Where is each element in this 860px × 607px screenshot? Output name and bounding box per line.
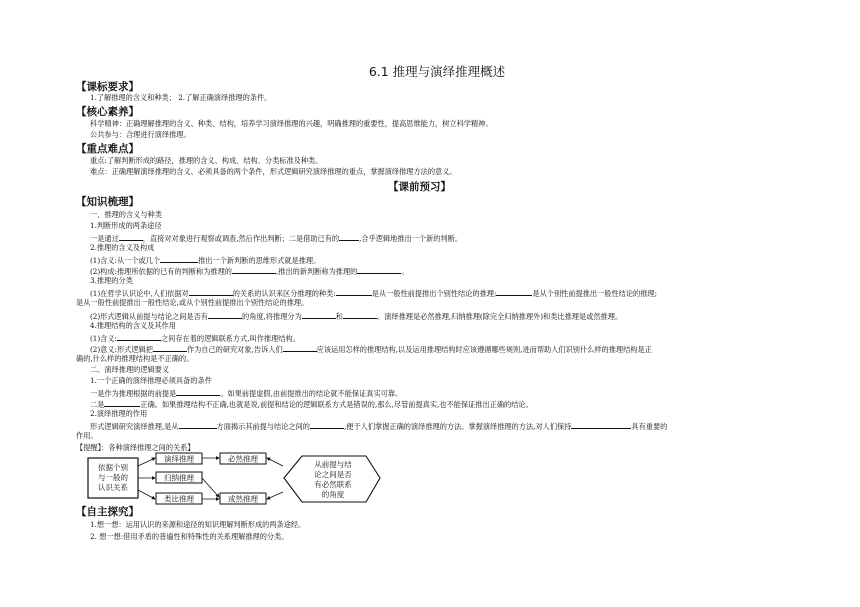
line-b: (1)含义:从一个或几个 推出一个新判断的思维形式就是推理。: [90, 256, 321, 265]
diag-text-biran: 必然推理: [228, 454, 258, 464]
heading-yuxi: 【课前预习】: [388, 181, 451, 193]
diag-text-huoran: 或然推理: [228, 494, 258, 504]
zhongdian-text-1: 重点:了解判断形成的路径，推理的含义、构成、结构、分类标准及种类。: [90, 156, 323, 165]
diag-far-line-4: 的角度: [321, 490, 345, 499]
diag-text-leibi: 类比推理: [164, 494, 194, 504]
section-2-title: 二、演绎推理的逻辑要义: [90, 365, 170, 374]
heading-hexin: 【核心素养】: [76, 106, 139, 118]
section-1-4: 4.推理结构的含义及其作用: [90, 321, 176, 330]
reasoning-relations-diagram: [86, 452, 386, 508]
line-h: 一是作为推理根据的前提是 。如果前提虚假,由前提推出的结论就不能保证真实可靠。: [90, 389, 403, 398]
line-d: (1)在哲学认识论中,人们依据对 的关系的认识来区分推理的种类: 是从一般性前提推出个别性结论的推理; 是从个别性前提推出一般性结论的推理;: [90, 289, 658, 298]
heading-zhishi: 【知识梳理】: [76, 196, 139, 208]
heading-zizhu: 【自主探究】: [76, 506, 139, 518]
hexin-text-1: 科学精神：正确理解推理的含义、种类、结构，培养学习演绎推理的兴趣，明确推理的重要性，提高思维能力，树立科学精神。: [90, 119, 493, 128]
zizhu-text-2: 2. 想一想:借用矛盾的普遍性和特殊性的关系理解推理的分类。: [90, 532, 289, 541]
diag-far-line-2: 论之间是否: [314, 470, 352, 479]
line-j-cont: 作用。: [76, 431, 98, 440]
diag-far-line-1: 从前提与结: [314, 460, 352, 469]
heading-zhongdian: 【重点难点】: [76, 143, 139, 155]
diag-text-yanyi: 演绎推理: [164, 454, 194, 464]
line-j: 形式逻辑研究演绎推理,是从 方面揭示其前提与结论之间的 ,便于人们掌握正确的演绎推理的方法。掌握演绎推理的方法,对人们保持 具有重要的: [90, 422, 668, 431]
line-f: (1)含义: 之间存在着的逻辑联系方式,叫作推理结构。: [90, 334, 300, 343]
diag-far-line-3: 有必然联系: [314, 480, 352, 489]
line-c: (2)构成:推理所依据的已有的判断称为推理的 ,推出的新判断称为推理的 。: [90, 267, 409, 276]
diag-left-line-1: 依据个别: [98, 463, 128, 472]
section-1-1: 1.判断形成的两条途径: [90, 221, 162, 230]
diag-left-line-2: 与一般的: [98, 473, 128, 482]
heading-kebiao: 【课标要求】: [76, 81, 139, 93]
line-i: 二是 正确。如果推理结构不正确,也就是说,前提和结论的逻辑联系方式是错误的,那么,尽管前提真实,也不能保证推出正确的结论。: [90, 400, 533, 409]
section-2-2: 2.演绎推理的作用: [90, 409, 148, 418]
zhongdian-text-2: 难点：正确理解演绎推理的含义、必须具备的两个条件，形式逻辑研究演绎推理的重点，掌握演绎推理方法的意义。: [90, 167, 457, 176]
line-d-cont: 是从一般性前提推出一般性结论,或从个别性前提推出个别性结论的推理。: [76, 298, 309, 307]
section-1-3: 3.推理的分类: [90, 276, 133, 285]
section-1-title: 一、推理的含义与种类: [90, 210, 162, 219]
hexin-text-2: 公共参与：合理进行演绎推理。: [90, 130, 191, 139]
section-1-2: 2.推理的含义及构成: [90, 243, 155, 252]
tip-label: 【提醒】：各种演绎推理之间的关系】: [76, 443, 195, 452]
diag-left-line-3: 认识关系: [98, 483, 128, 492]
line-a: 一是通过 ，直接对对象进行观察或调查,然后作出判断；二是借助已有的 ,合乎逻辑地推出一个新的判断。: [90, 234, 463, 243]
doc-title: 6.1 推理与演绎推理概述: [368, 64, 506, 79]
line-g: (2)意义:形式逻辑把 作为自己的研究对象,告诉人们 应该运用怎样的推理结构,以及运用推理结构时应该遵循哪些规则,进而帮助人们识别什么样的推理结构是正: [90, 345, 652, 354]
kebiao-text: 1.了解推理的含义和种类； 2.了解正确演绎推理的条件。: [90, 93, 272, 102]
zizhu-text-1: 1.想一想：运用认识的来源和途径的知识理解判断形成的两条途经。: [90, 520, 306, 529]
line-g-cont: 确的,什么样的推理结构是不正确的。: [76, 354, 194, 363]
diag-text-guina: 归纳推理: [164, 473, 194, 483]
section-2-1: 1.一个正确的演绎推理必须具备的条件: [90, 376, 212, 385]
line-e: (2)形式逻辑从前提与结论之间是否有 的角度,将推理分为 和 。演绎推理是必然推理,归纳推理(除完全归纳推理外)和类比推理是或然推理。: [90, 312, 623, 321]
